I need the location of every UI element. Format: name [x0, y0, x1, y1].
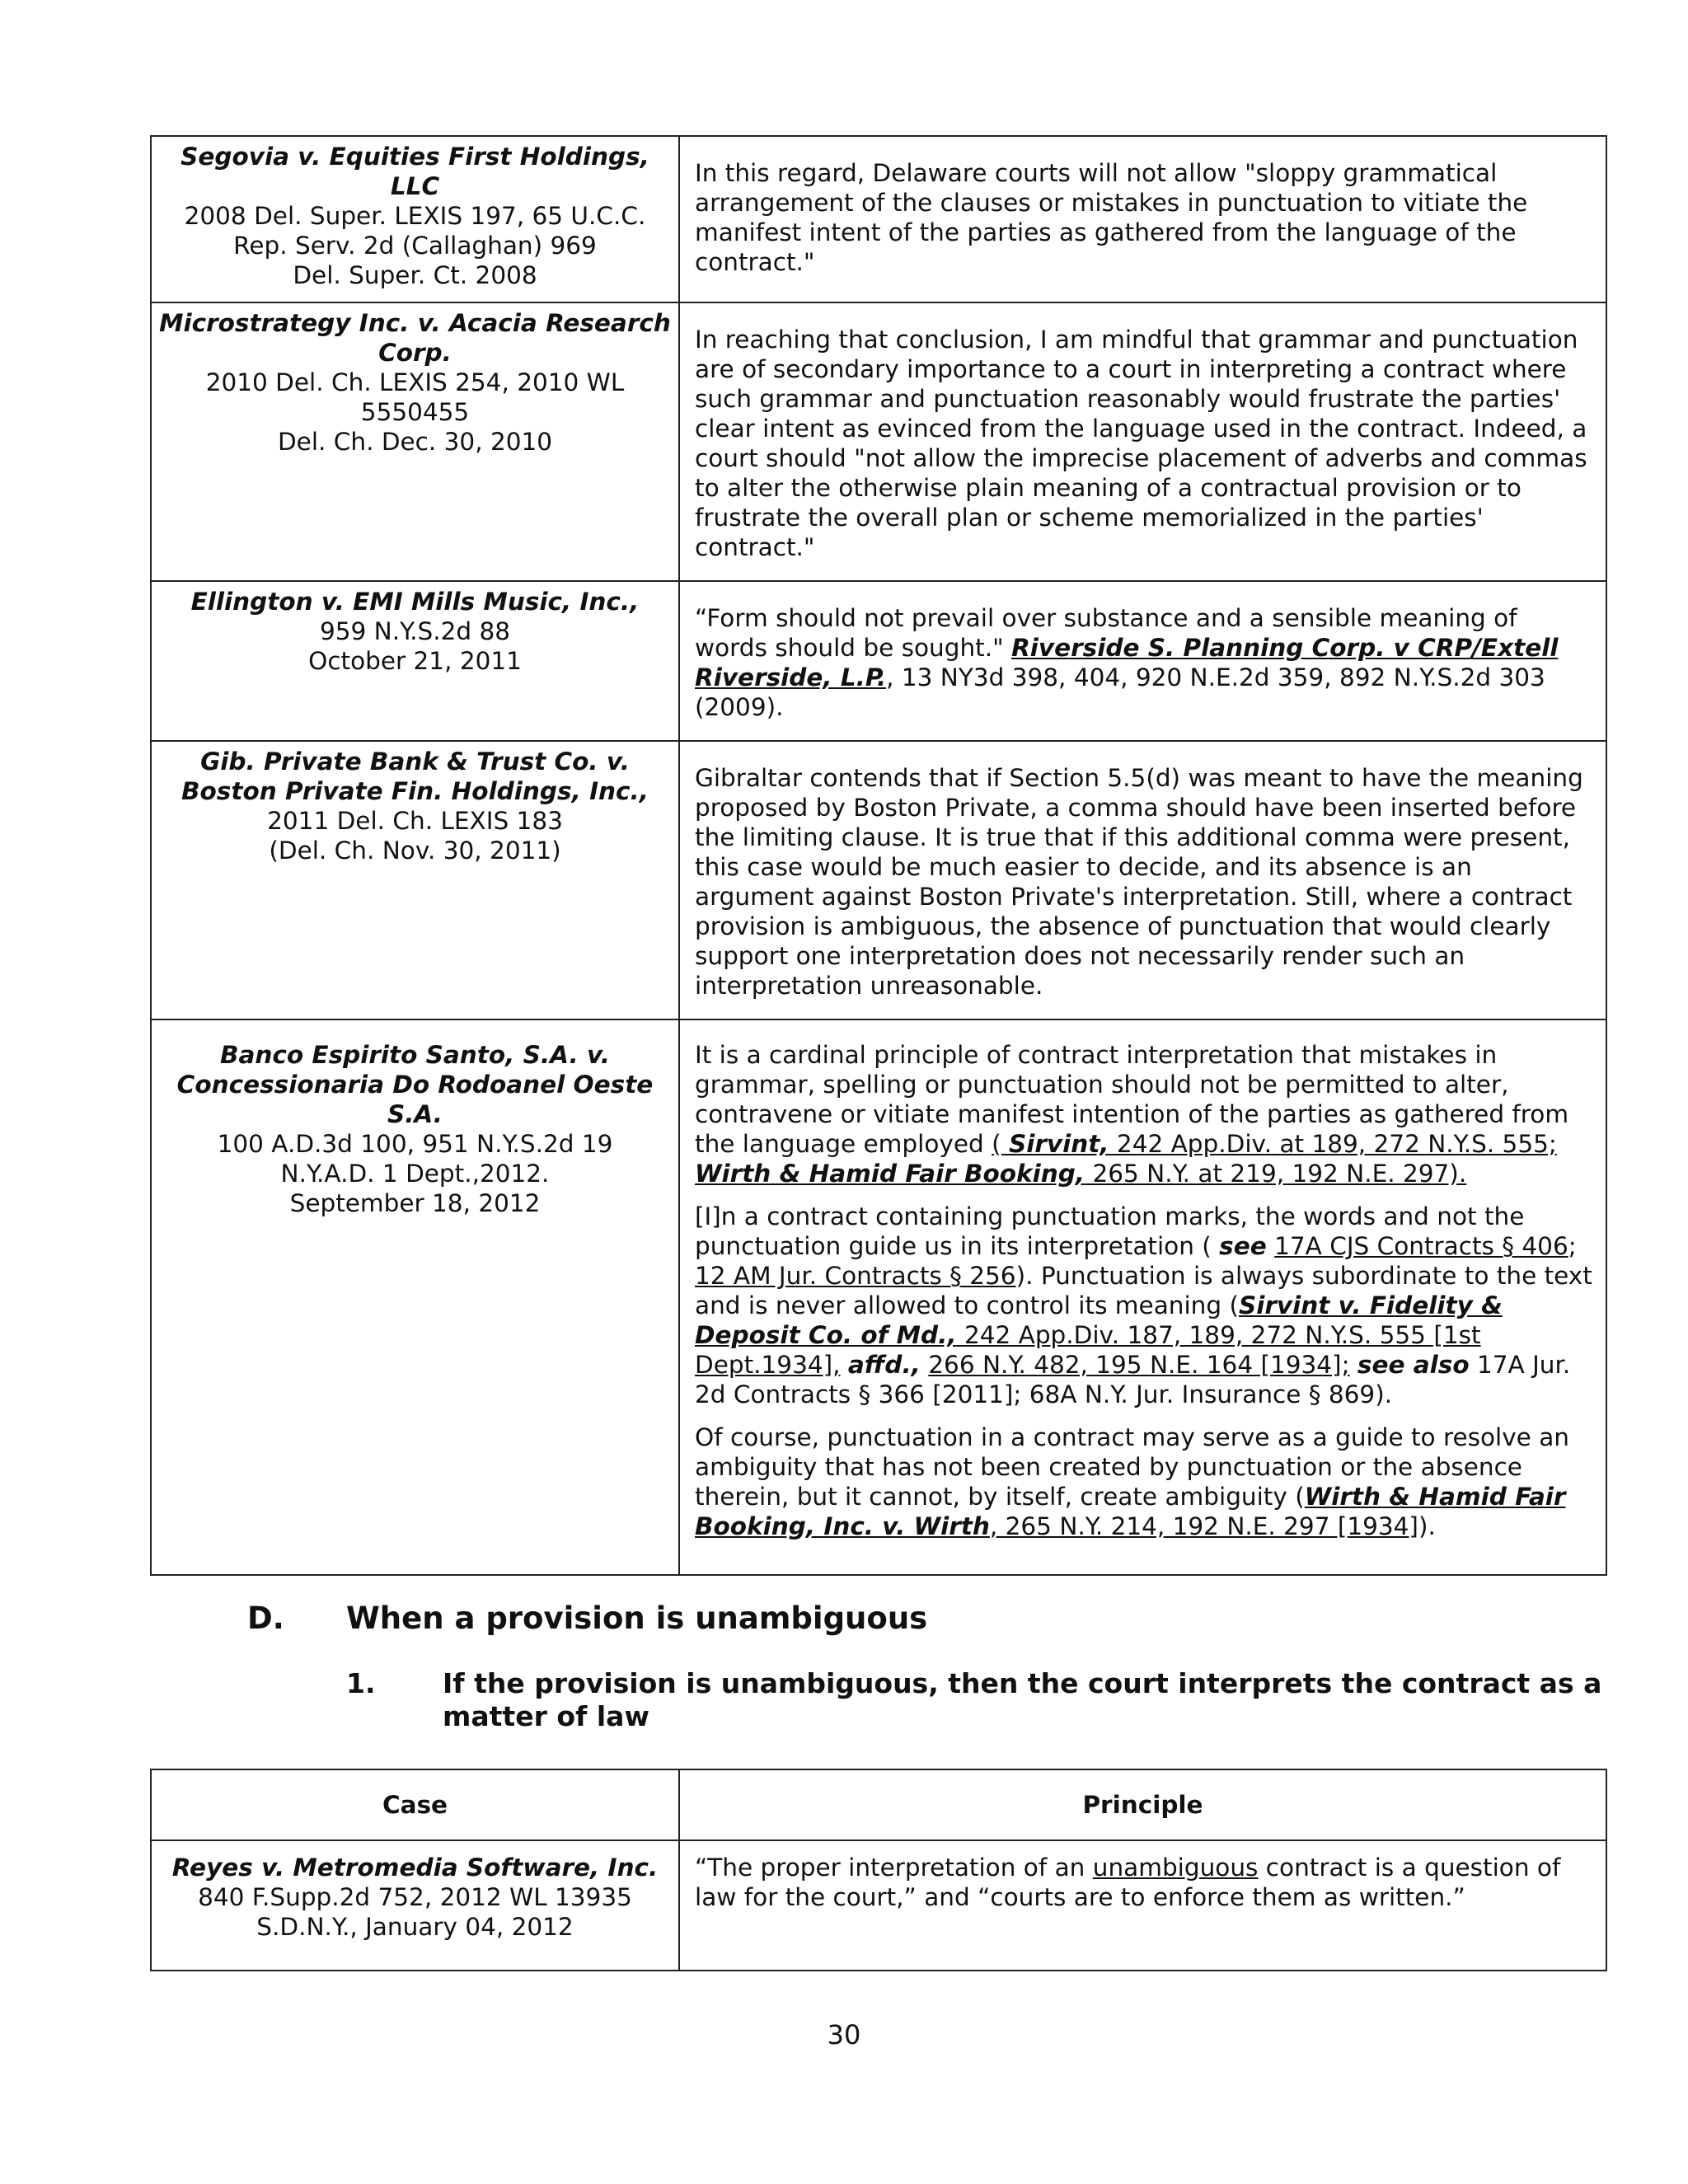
- case-cell: [151, 1019, 679, 1575]
- table-header-row: [151, 1769, 1606, 1840]
- case-citation: 100 A.D.3d 100, 951 N.Y.S.2d 19: [217, 1130, 613, 1158]
- principle-cell: [679, 741, 1606, 1019]
- cited-case-reporter: 265 N.Y. at 219, 192 N.E. 297).: [1085, 1160, 1467, 1188]
- section-heading: [247, 1601, 927, 1636]
- principle-text: In this regard, Delaware courts will not allow "sloppy grammatical arrangement of the clauses or mistakes in punctuation to vitiate the manifest intent of the parties as gathered from the language of the contract.": [695, 159, 1528, 276]
- cited-case-reporter: 242 App.Div. at 189, 272 N.Y.S. 555;: [1109, 1130, 1557, 1158]
- table-row: [151, 1019, 1606, 1575]
- case-citation: 2008 Del. Super. LEXIS 197, 65 U.C.C. Rep. Serv. 2d (Callaghan) 969: [184, 202, 646, 260]
- table-row: [151, 1840, 1606, 1971]
- column-header-principle: Principle: [679, 1769, 1606, 1840]
- case-name: Ellington v. EMI Mills Music, Inc.,: [190, 588, 640, 616]
- subsection-title: If the provision is unambiguous, then the court interprets the contract as a matter of law: [443, 1667, 1602, 1732]
- case-citation: 2011 Del. Ch. LEXIS 183: [267, 807, 563, 835]
- case-citation: 2010 Del. Ch. LEXIS 254, 2010 WL 5550455: [205, 368, 625, 426]
- table-row: [151, 302, 1606, 581]
- principle-paragraph-3: [695, 1422, 1594, 1541]
- space: [1267, 1232, 1274, 1260]
- section-title: When a provision is unambiguous: [346, 1601, 928, 1636]
- case-court-date: (Del. Ch. Nov. 30, 2011): [269, 837, 561, 865]
- case-cell: [151, 136, 679, 302]
- subsection-heading: [346, 1667, 1607, 1733]
- case-court-date: Del. Super. Ct. 2008: [293, 261, 537, 289]
- case-cell: [151, 741, 679, 1019]
- principle-text: ).: [1418, 1512, 1436, 1540]
- case-table-unambiguous: [150, 1769, 1607, 1971]
- principle-text: Of course, punctuation in a contract may serve as a guide to resolve an ambiguity that has not been created by punctuation or the absence therein, but it cannot, by itself, create ambiguity (: [695, 1423, 1569, 1511]
- case-name: Banco Espirito Santo, S.A. v. Concessionaria Do Rodoanel Oeste S.A.: [176, 1041, 654, 1128]
- case-citation: 959 N.Y.S.2d 88: [319, 617, 511, 645]
- quote-text: “The proper interpretation of an: [695, 1854, 1093, 1882]
- subsection-number: 1.: [346, 1667, 376, 1699]
- table-row: [151, 741, 1606, 1019]
- case-name: Gib. Private Bank & Trust Co. v. Boston Private Fin. Holdings, Inc.,: [181, 748, 649, 805]
- citation-link[interactable]: 17A CJS Contracts § 406: [1274, 1232, 1568, 1260]
- principle-text: Gibraltar contends that if Section 5.5(d) was meant to have the meaning proposed by Boston Private, a comma should have been inserted before the limiting clause. It is true that if this additional comma were present, this case would be much easier to decide, and its absence is an argument against Boston Private's interpretation. Still, where a contract provision is ambiguous, the absence of punctuation that would clearly support one interpretation does not necessarily render such an interpretation unreasonable.: [695, 764, 1583, 1000]
- cited-case-reporter: , 13 NY3d 398, 404, 920 N.E.2d 359, 892 N.Y.S.2d 303 (2009).: [695, 663, 1545, 721]
- signal-see: see: [1219, 1232, 1267, 1260]
- space: [921, 1351, 928, 1379]
- principle-text: 17A Jur. 2d Contracts § 366 [2011]; 68A N.Y. Jur. Insurance § 869).: [695, 1351, 1571, 1408]
- underlined-term: unambiguous: [1092, 1854, 1259, 1882]
- case-name: Microstrategy Inc. v. Acacia Research Corp.: [159, 309, 671, 367]
- column-header-case: Case: [151, 1769, 679, 1840]
- signal-affd: affd.,: [847, 1351, 921, 1379]
- separator: ;: [1568, 1232, 1577, 1260]
- citation-link[interactable]: 12 AM Jur. Contracts § 256: [695, 1262, 1016, 1290]
- page-number: 30: [827, 2019, 861, 2050]
- principle-cell: [679, 1019, 1606, 1575]
- quote-text: “Form should not prevail over substance and a sensible meaning of words should be sought.": [695, 604, 1517, 662]
- case-cell: [151, 1840, 679, 1971]
- section-number: D.: [247, 1601, 284, 1636]
- case-court-date: Del. Ch. Dec. 30, 2010: [277, 428, 553, 456]
- citation-link[interactable]: 266 N.Y. 482, 195 N.E. 164 [1934];: [928, 1351, 1350, 1379]
- principle-cell: [679, 302, 1606, 581]
- cited-case-link[interactable]: Sirvint v. Fidelity & Deposit Co. of Md.,: [695, 1291, 1503, 1349]
- principle-cell: [679, 1840, 1606, 1971]
- case-name: Segovia v. Equities First Holdings, LLC: [181, 143, 649, 200]
- principle-paragraph-1: [695, 1040, 1594, 1188]
- citation-open: (: [992, 1130, 1009, 1158]
- table-row: [151, 136, 1606, 302]
- case-name: Reyes v. Metromedia Software, Inc.: [171, 1854, 659, 1882]
- cited-case-link[interactable]: Wirth & Hamid Fair Booking, Inc. v. Wirth: [695, 1483, 1566, 1540]
- case-court: N.Y.A.D. 1 Dept.,2012.: [280, 1160, 550, 1188]
- case-table-punctuation: [150, 135, 1607, 1576]
- space: [841, 1351, 848, 1379]
- case-court-date: S.D.N.Y., January 04, 2012: [256, 1913, 574, 1941]
- cited-case-name: Wirth & Hamid Fair Booking,: [695, 1160, 1085, 1188]
- case-citation: 840 F.Supp.2d 752, 2012 WL 13935: [198, 1883, 632, 1911]
- space: [1350, 1351, 1357, 1379]
- case-cell: [151, 581, 679, 741]
- cited-case-name: Sirvint,: [1008, 1130, 1109, 1158]
- signal-see-also: see also: [1357, 1351, 1470, 1379]
- cited-case-link[interactable]: Riverside S. Planning Corp. v CRP/Extell Riverside, L.P.: [695, 634, 1559, 691]
- case-cell: [151, 302, 679, 581]
- principle-text: [695, 603, 1594, 722]
- principle-cell: [679, 581, 1606, 741]
- principle-paragraph-2: [695, 1202, 1594, 1409]
- principle-text: ). Punctuation is always subordinate to the text and is never allowed to control its meaning (: [695, 1262, 1592, 1319]
- principle-text: In reaching that conclusion, I am mindful that grammar and punctuation are of secondary importance to a court in interpreting a contract where such grammar and punctuation reasonably would frustrate the parties' clear intent as evinced from the language used in the contract. Indeed, a court should "not allow the imprecise placement of adverbs and commas to alter the otherwise plain meaning of a contractual provision or to frustrate the overall plan or scheme memorialized in the parties' contract.": [695, 326, 1587, 561]
- principle-text: [I]n a contract containing punctuation marks, the words and not the punctuation guide us in its interpretation (: [695, 1202, 1525, 1260]
- principle-text: [695, 1853, 1594, 1912]
- table-row: [151, 581, 1606, 741]
- case-date: September 18, 2012: [289, 1189, 541, 1217]
- citation-link[interactable]: , 265 N.Y. 214, 192 N.E. 297 [1934]: [989, 1512, 1418, 1540]
- citation-link[interactable]: 242 App.Div. 187, 189, 272 N.Y.S. 555 [1st Dept.1934],: [695, 1321, 1481, 1379]
- principle-text: It is a cardinal principle of contract interpretation that mistakes in grammar, spelling or punctuation should not be permitted to alter, contravene or vitiate manifest intention of the parties as gathered from the language employed: [695, 1041, 1569, 1158]
- quote-text: contract is a question of law for the court,” and “courts are to enforce them as written.”: [695, 1854, 1561, 1911]
- case-date: October 21, 2011: [308, 647, 522, 675]
- principle-cell: [679, 136, 1606, 302]
